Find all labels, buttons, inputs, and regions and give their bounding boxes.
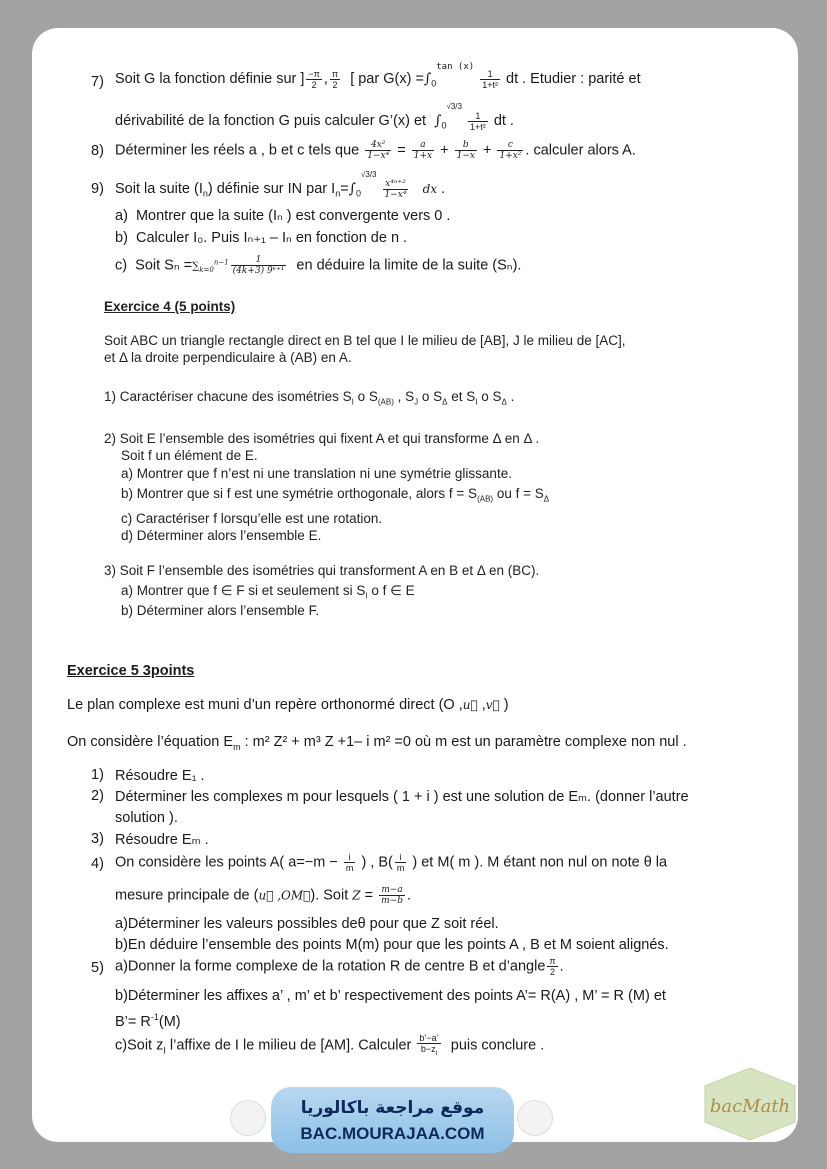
fraction-minus-pi-over-2: $\frac{-\pi}{2}$ [308,68,320,90]
fraction-b-prime-minus-a-prime: $\frac{b’-a’}{b-z_I}$ [419,1033,439,1057]
exercise-5-q5-a: a)Donner la forme complexe de la rotation R de centre B et d’angle $\frac{\pi}{2}$ . [115,956,564,977]
question-8-line: Déterminer les réels a , b et c tels que $\frac{\text{4x²}}{\text{1−x⁴}}$ = $\frac{a}{1+x}$ + $\frac{b}{1-x}$ + $\frac{c}{\text{1+x²}}$ . calculer alors A. [115,140,636,161]
fraction-4x2-over-1-minus-x4: $\frac{\text{4x²}}{\text{1−x⁴}}$ [367,140,390,161]
fraction-integrand: $\frac{1}{\text{1+t²}}$ [470,110,486,132]
exercise-5-q2-a: Déterminer les complexes m pour lesquels ( 1 + i ) est une solution de Eₘ. (donner l’autre [115,789,689,805]
fraction-i-over-m-b: $\frac{i}{m}$ [396,852,405,873]
left-seal-icon [230,1100,266,1136]
fraction-pi-over-2-angle: $\frac{\pi}{2}$ [549,956,556,977]
footer-arabic-text: موقع مراجعة باكالوريا [300,1098,485,1118]
exercise-4-q2-b: b) Montrer que si f est une symétrie orthogonale, alors $f = S_{(AB)}$ ou $f = S_\Delta$ [121,486,550,504]
exercise-5-intro-2: On considère l’équation $E_m$ : m² Z² + m³ Z +1– i m² =0 où m est un paramètre complexe non nul . [67,734,687,752]
right-seal-icon [517,1100,553,1136]
exercise-5-title: Exercice 5 3points [67,663,195,679]
exercise-4-intro-2: et Δ la droite perpendiculaire à (AB) en A. [104,350,352,365]
exercise-4-q3-a: a) Montrer que f ∈ F si et seulement si $S_I$ o f ∈ E [121,583,415,601]
question-number-7: 7) [91,74,104,90]
exercise-4-q3-b: b) Déterminer alors l’ensemble F. [121,603,320,618]
fraction-a: $\frac{a}{1+x}$ [413,140,433,161]
question-9b: b) Calculer I₀. Puis Iₙ₊₁ – Iₙ en fonction de n . [115,230,408,246]
exercise-4-q2-d: d) Déterminer alors l’ensemble E. [121,528,322,543]
question-number-9: 9) [91,181,104,197]
exercise-4-q2-title: 2) Soit E l’ensemble des isométries qui fixent A et qui transforme Δ en Δ . [104,431,540,446]
fraction-b: $\frac{b}{1-x}$ [456,140,475,161]
exercise-4-intro-1: Soit ABC un triangle rectangle direct en B tel que I le milieu de [AB], J le milieu de [AC], [104,333,626,348]
fraction-integrand-9: $\frac{\text{x⁴ⁿ⁺²}}{\text{1−x⁴}}$ [384,178,407,200]
exercise-5-intro-1: Le plan complexe est muni d’un repère orthonormé direct (O ,u⃗ ,v⃗ ) [67,697,509,713]
exercise-5-q4-a: a)Déterminer les valeurs possibles deθ pour que Z soit réel. [115,916,499,932]
fraction-pi-over-2: $\frac{\pi}{2}$ [331,68,339,90]
exercise-5-q5-b-line-1: b)Déterminer les affixes a’ , m’ et b’ respectivement des points A’= R(A) , M’ = R (M) et [115,988,666,1004]
exercise-5-q4-b: b)En déduire l’ensemble des points M(m) pour que les points A , B et M soient alignés. [115,937,669,953]
bacmath-logo-icon [697,1066,803,1142]
fraction-i-over-m: $\frac{i}{m}$ [345,852,354,873]
exercise-4-q2-c: c) Caractériser f lorsqu’elle est une rotation. [121,511,383,526]
question-number-2: 2) [91,788,104,804]
question-7-line-2: dérivabilité de la fonction G puis calculer G’(x) et $\int_0^{√3/3}$ $\frac{1}{\text{1+t²}}$ dt . [115,102,514,132]
fraction-1-over-1-plus-t2: $\frac{1}{\text{1+t²}}$ [482,68,498,90]
question-9c: c) Soit $S_n =\sum_{k=0}^{n-1}$ $\frac{1}{\text{(4k+3) 9ᵏ⁺¹}}$ en déduire la limite de la suite (Sₙ). [115,255,522,276]
question-9-line: Soit la suite $(I_n)$ définie sur IN par $I_n=\int_0^{√3/3}$ $\frac{\text{x⁴ⁿ⁺²}}{\text{1−x⁴}}$ dx . [115,170,446,200]
svg-text:bacMath: bacMath [709,1096,791,1117]
footer-site-link[interactable]: BAC.MOURAJAA.COM [300,1124,485,1143]
exercise-4-q1: 1) Caractériser chacune des isométries $S_I$ o $S_{(AB)}$ , $S_J$ o $S_\Delta$ et $S_I$ o $S_\Delta$ . [104,389,515,407]
footer-banner[interactable] [271,1087,514,1153]
fraction-z: $\frac{m-a}{m-b}$ [381,885,403,906]
exercise-5-q5-c: c)Soit $z_I$ l’affixe de I le milieu de [AM]. Calculer $\frac{b’-a’}{b-z_I}$ puis conclure . [115,1033,545,1057]
exercise-5-q1: Résoudre E₁ . [115,768,205,784]
exercise-5-q4-line-2: mesure principale de (u⃗ ,OM⃗). Soit Z = $\frac{m-a}{m-b}$ . [115,885,412,906]
fraction-sum-term: $\frac{1}{\text{(4k+3) 9ᵏ⁺¹}}$ [232,255,285,276]
question-9a: a) Montrer que la suite (Iₙ ) est convergente vers 0 . [115,208,451,224]
question-number-5: 5) [91,960,104,976]
question-number-1: 1) [91,767,104,783]
exercise-4-q2-a: a) Montrer que f n’est ni une translation ni une symétrie glissante. [121,466,512,481]
question-7-line-1: Soit G la fonction définie sur ] $\frac{-\pi}{2}$ , $\frac{\pi}{2}$ [ par $G(x) =\int_0^{tan (x)}$ $\frac{1}{\text{1+t²}}$ dt . Etudier : parité et [115,62,641,90]
exercise-4-q2-line-1: Soit f un élément de E. [121,448,258,463]
exercise-5-q2-b: solution ). [115,810,178,826]
exercise-4-q3-title: 3) Soit F l’ensemble des isométries qui transforment A en B et Δ en (BC). [104,563,540,578]
question-number-8: 8) [91,143,104,159]
exercise-5-q4-line-1: On considère les points A( a=−m − $\frac{i}{m}$ ) , B( $\frac{i}{m}$ ) et M( m ). M étant non nul on note θ la [115,852,668,873]
question-number-4: 4) [91,856,104,872]
fraction-c: $\frac{c}{\text{1+x²}}$ [499,140,522,161]
exercise-4-title: Exercice 4 (5 points) [104,299,236,314]
exercise-5-q5-b-line-2: B’= $R^{-1}(M)$ [115,1012,181,1030]
exercise-5-q3: Résoudre Eₘ . [115,832,209,848]
question-number-3: 3) [91,831,104,847]
